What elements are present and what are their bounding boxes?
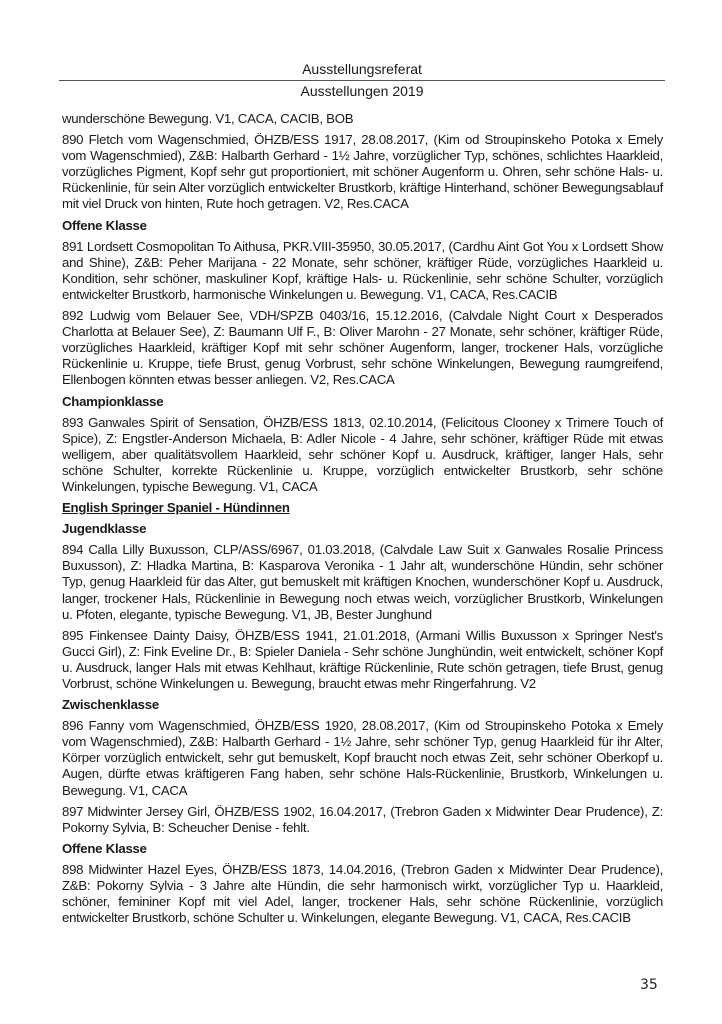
entry-897: 897 Midwinter Jersey Girl, ÖHZB/ESS 1902, 16.04.2017, (Trebron Gaden x Midwinter Dear Prudence), Z: Pokorny Sylvia, B: Scheucher Denise - fehlt. — [62, 803, 663, 835]
entry-898: 898 Midwinter Hazel Eyes, ÖHZB/ESS 1873, 14.04.2016, (Trebron Gaden x Midwinter Dear Prudence), Z&B: Pokorny Sylvia - 3 Jahre alte Hündin, die sehr harmonisch wirkt, vorzüglicher Typ u. Haarkleid, schöner, femininer Kopf mit viel Adel, langer, trockener Hals, sehr schöne Rückenlinie, vorzüglich entwickelter Brustkorb, schöne Schulter u. Winkelungen, elegante Bewegung. V1, CACA, Res.CACIB — [62, 861, 663, 926]
page-number: 35 — [640, 977, 658, 993]
page-header — [59, 60, 665, 100]
header-rule — [59, 80, 665, 81]
entry-890: 890 Fletch vom Wagenschmied, ÖHZB/ESS 1917, 28.08.2017, (Kim od Stroupinskeho Potoka x Emely vom Wagenschmied), Z&B: Halbarth Gerhard - 1½ Jahre, vorzüglicher Typ, schönes, schlichtes Haarkleid, vorzügliches Pigment, Kopf sehr gut proportioniert, mit schöner Augenform u. Ohren, sehr schöne Hals- u. Rückenlinie, für sein Alter vorzüglich entwickelter Brustkorb, kräftige Hinterhand, schöner Bewegungsablauf mit viel Druck von hinten, Rute hoch getragen. V2, Res.CACA — [62, 132, 663, 212]
section-heading-hundinnen: English Springer Spaniel - Hündinnen — [62, 500, 290, 516]
class-heading-jugendklasse: Jugendklasse — [62, 521, 147, 537]
header-title: Ausstellungsreferat — [302, 61, 422, 77]
entry-894: 894 Calla Lilly Buxusson, CLP/ASS/6967, 01.03.2018, (Calvdale Law Suit x Ganwales Rosalie Princess Buxusson), Z: Hladka Martina, B: Kasparova Veronika - 1 Jahr alt, wunderschöne Hündin, sehr schöner Typ, genug Haarkleid für das Alter, gut bemuskelt mit kräftigen Knochen, wunderschöner Kopf u. Ausdruck, langer, trockener Hals, Rückenlinie in Bewegung noch etwas weich, vorzüglicher Brustkorb, Winkelungen u. Pfoten, elegante, typische Bewegung. V1, JB, Bester Junghund — [62, 542, 663, 622]
class-heading-offene-klasse-2: Offene Klasse — [62, 840, 147, 856]
class-heading-offene-klasse: Offene Klasse — [62, 217, 147, 233]
entry-891: 891 Lordsett Cosmopolitan To Aithusa, PKR.VIII-35950, 30.05.2017, (Cardhu Aint Got You x Lordsett Show and Shine), Z&B: Peher Marijana - 22 Monate, sehr schöner, kräftiger Rüde, vorzügliches Haarkleid u. Kondition, sehr schöner, maskuliner Kopf, kräftige Hals- u. Rückenlinie, sehr schöne Schulter, vorzüglich entwickelter Brustkorb, harmonische Winkelungen u. Bewegung. V1, CACA, Res.CACIB — [62, 238, 663, 302]
header-subtitle: Ausstellungen 2019 — [300, 83, 424, 99]
entry-892: 892 Ludwig vom Belauer See, VDH/SPZB 0403/16, 15.12.2016, (Calvdale Night Court x Desperados Charlotta at Belauer See), Z: Baumann Ulf F., B: Oliver Marohn - 27 Monate, sehr schöner, kräftiger Rüde, vorzügliches Haarkleid, kräftiger Kopf mit sehr schöner Augenform, langer, trockener Hals, vorzügliche Rückenlinie u. Kruppe, tiefe Brust, genug Vorbrust, sehr schöne Winkelungen, Bewegung raumgreifend, Ellenbogen könnten etwas besser anliegen. V2, Res.CACA — [62, 308, 663, 388]
document-body — [62, 111, 663, 931]
paragraph-continuation: wunderschöne Bewegung. V1, CACA, CACIB, BOB — [62, 111, 354, 126]
entry-896: 896 Fanny vom Wagenschmied, ÖHZB/ESS 1920, 28.08.2017, (Kim od Stroupinskeho Potoka x Emely vom Wagenschmied), Z&B: Halbarth Gerhard - 1½ Jahre, sehr schöner Typ, genug Haarkleid für ihr Alter, Körper vorzüglich entwickelt, sehr gut bemuskelt, Kopf braucht noch etwas Zeit, sehr schöner Oberkopf u. Augen, dürfte etwas kräftigeren Fang haben, sehr schöne Hals-Rückenlinie, Brustkorb, Winkelungen u. Bewegung. V1, CACA — [62, 718, 663, 798]
class-heading-championklasse: Championklasse — [62, 393, 164, 409]
class-heading-zwischenklasse: Zwischenklasse — [62, 697, 159, 713]
entry-893: 893 Ganwales Spirit of Sensation, ÖHZB/ESS 1813, 02.10.2014, (Felicitous Clooney x Trimere Touch of Spice), Z: Engstler-Anderson Michaela, B: Adler Nicole - 4 Jahre, sehr schöner, kräftiger Rüde mit etwas welligem, aber qualitätsvollem Haarkleid, sehr schöner Kopf u. Ausdruck, kräftiger, langer Hals, sehr schöne Schulter, korrekte Rückenlinie u. Kruppe, vorzüglich entwickelter Brustkorb, sehr schöne Winkelungen, typische Bewegung. V1, CACA — [62, 414, 663, 494]
entry-895: 895 Finkensee Dainty Daisy, ÖHZB/ESS 1941, 21.01.2018, (Armani Willis Buxusson x Springer Nest's Gucci Girl), Z: Fink Eveline Dr., B: Spieler Daniela - Sehr schöne Junghündin, weit entwickelt, schöner Kopf u. Ausdruck, langer Hals mit etwas Kehlhaut, kräftige Rückenlinie, Rute schön getragen, tiefe Brust, genug Vorbrust, schöne Winkelungen u. Bewegung, braucht etwas mehr Ringerfahrung. V2 — [62, 627, 663, 691]
